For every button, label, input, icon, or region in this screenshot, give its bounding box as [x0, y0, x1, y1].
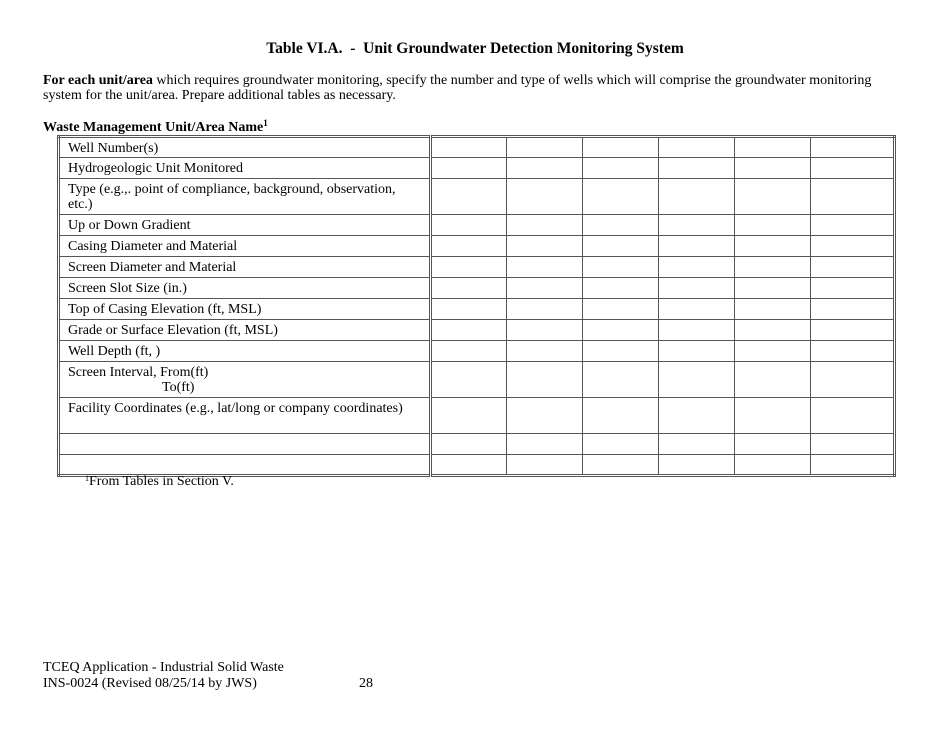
well-entry-cell[interactable]	[735, 398, 811, 434]
well-entry-cell[interactable]	[811, 299, 895, 320]
well-entry-cell[interactable]	[659, 434, 735, 455]
row-label-text-line2: To(ft)	[162, 380, 195, 395]
well-entry-cell[interactable]	[583, 434, 659, 455]
well-entry-cell[interactable]	[583, 215, 659, 236]
well-monitoring-table	[57, 135, 896, 477]
row-label-text: Screen Diameter and Material	[68, 260, 237, 275]
row-label	[59, 215, 431, 236]
well-entry-cell[interactable]	[659, 455, 735, 476]
well-entry-cell[interactable]	[583, 299, 659, 320]
well-entry-cell[interactable]	[507, 362, 583, 398]
footnote	[85, 474, 234, 490]
row-label	[59, 434, 431, 455]
table-row	[59, 362, 895, 398]
well-entry-cell[interactable]	[583, 257, 659, 278]
well-entry-cell[interactable]	[735, 179, 811, 215]
well-entry-cell[interactable]	[659, 320, 735, 341]
well-entry-cell[interactable]	[507, 278, 583, 299]
table-row	[59, 434, 895, 455]
well-entry-cell[interactable]	[735, 158, 811, 179]
well-entry-cell[interactable]	[659, 236, 735, 257]
row-label	[59, 362, 431, 398]
table-row	[59, 278, 895, 299]
well-entry-cell[interactable]	[507, 320, 583, 341]
well-entry-cell[interactable]	[735, 257, 811, 278]
well-entry-cell[interactable]	[735, 278, 811, 299]
row-label-text: Well Number(s)	[68, 141, 159, 156]
well-entry-cell[interactable]	[735, 299, 811, 320]
well-entry-cell[interactable]	[659, 179, 735, 215]
row-label	[59, 278, 431, 299]
well-entry-cell[interactable]	[659, 278, 735, 299]
well-entry-cell[interactable]	[431, 137, 507, 158]
well-entry-cell[interactable]	[735, 320, 811, 341]
table-row	[59, 215, 895, 236]
well-entry-cell[interactable]	[507, 215, 583, 236]
well-entry-cell[interactable]	[507, 341, 583, 362]
well-entry-cell[interactable]	[583, 137, 659, 158]
row-label	[59, 341, 431, 362]
well-entry-cell[interactable]	[431, 320, 507, 341]
table-row	[59, 455, 895, 476]
well-entry-cell[interactable]	[811, 179, 895, 215]
footnote-mark: 1	[85, 474, 89, 483]
row-label	[59, 236, 431, 257]
well-entry-cell[interactable]	[659, 158, 735, 179]
row-label-text: Well Depth (ft, )	[68, 344, 161, 359]
well-entry-cell[interactable]	[507, 455, 583, 476]
well-entry-cell[interactable]	[583, 158, 659, 179]
well-entry-cell[interactable]	[811, 455, 895, 476]
well-entry-cell[interactable]	[583, 320, 659, 341]
well-entry-cell[interactable]	[811, 257, 895, 278]
row-label	[59, 455, 431, 476]
well-entry-cell[interactable]	[583, 236, 659, 257]
well-entry-cell[interactable]	[507, 179, 583, 215]
well-entry-cell[interactable]	[811, 362, 895, 398]
instructions-paragraph	[43, 73, 903, 103]
row-label	[59, 158, 431, 179]
row-label	[59, 137, 431, 158]
row-label	[59, 179, 431, 215]
row-label	[59, 257, 431, 278]
well-entry-cell[interactable]	[735, 341, 811, 362]
row-label-text: Screen Slot Size (in.)	[68, 281, 187, 296]
well-entry-cell[interactable]	[431, 434, 507, 455]
well-entry-cell[interactable]	[659, 341, 735, 362]
page-footer	[43, 660, 284, 692]
footer-line-1: TCEQ Application - Industrial Solid Waste	[43, 660, 284, 675]
well-entry-cell[interactable]	[735, 362, 811, 398]
well-entry-cell[interactable]	[583, 362, 659, 398]
well-entry-cell[interactable]	[659, 299, 735, 320]
well-entry-cell[interactable]	[507, 137, 583, 158]
table-row	[59, 158, 895, 179]
row-label-text: Top of Casing Elevation (ft, MSL)	[68, 302, 262, 317]
footnote-text: From Tables in Section V.	[89, 474, 234, 489]
row-label-text: Hydrogeologic Unit Monitored	[68, 161, 243, 176]
table-row	[59, 341, 895, 362]
well-entry-cell[interactable]	[659, 215, 735, 236]
well-entry-cell[interactable]	[431, 257, 507, 278]
table-row	[59, 299, 895, 320]
table-row	[59, 320, 895, 341]
well-entry-cell[interactable]	[431, 215, 507, 236]
instructions-text: which requires groundwater monitoring, specify the number and type of wells which will comprise the groundwater monitoring system for the unit/area. Prepare additional tables as necessary.	[43, 73, 872, 103]
well-entry-cell[interactable]	[811, 158, 895, 179]
well-entry-cell[interactable]	[583, 278, 659, 299]
well-entry-cell[interactable]	[811, 278, 895, 299]
well-entry-cell[interactable]	[811, 398, 895, 434]
well-entry-cell[interactable]	[507, 299, 583, 320]
well-entry-cell[interactable]	[735, 236, 811, 257]
unit-name-label-text: Waste Management Unit/Area Name	[43, 120, 264, 135]
row-label	[59, 299, 431, 320]
well-entry-cell[interactable]	[811, 434, 895, 455]
well-entry-cell[interactable]	[811, 341, 895, 362]
page-title: Table VI.A. - Unit Groundwater Detection Monitoring System	[266, 40, 684, 57]
well-entry-cell[interactable]	[507, 398, 583, 434]
well-entry-cell[interactable]	[583, 179, 659, 215]
well-entry-cell[interactable]	[659, 257, 735, 278]
table-row	[59, 236, 895, 257]
well-entry-cell[interactable]	[735, 215, 811, 236]
row-label-text: Up or Down Gradient	[68, 218, 191, 233]
well-entry-cell[interactable]	[507, 158, 583, 179]
row-label-text: Type (e.g.,. point of compliance, background, observation, etc.)	[68, 182, 396, 212]
well-entry-cell[interactable]	[735, 434, 811, 455]
instructions-bold-lead: For each unit/area	[43, 73, 153, 88]
well-entry-cell[interactable]	[431, 299, 507, 320]
row-label	[59, 398, 431, 434]
well-entry-cell[interactable]	[431, 341, 507, 362]
well-entry-cell[interactable]	[811, 236, 895, 257]
well-entry-cell[interactable]	[811, 137, 895, 158]
row-label-text: Screen Interval, From(ft)	[68, 365, 209, 380]
well-entry-cell[interactable]	[811, 215, 895, 236]
well-entry-cell[interactable]	[431, 455, 507, 476]
table-row	[59, 179, 895, 215]
unit-name-label	[43, 118, 268, 136]
well-entry-cell[interactable]	[431, 362, 507, 398]
table-row	[59, 398, 895, 434]
table-row	[59, 137, 895, 158]
page-number: 28	[359, 676, 373, 691]
well-entry-cell[interactable]	[583, 398, 659, 434]
well-entry-cell[interactable]	[659, 398, 735, 434]
well-entry-cell[interactable]	[431, 278, 507, 299]
well-entry-cell[interactable]	[583, 455, 659, 476]
well-entry-cell[interactable]	[431, 179, 507, 215]
well-entry-cell[interactable]	[507, 434, 583, 455]
row-label	[59, 320, 431, 341]
row-label-text: Facility Coordinates (e.g., lat/long or company coordinates)	[68, 401, 403, 416]
well-entry-cell[interactable]	[583, 341, 659, 362]
well-entry-cell[interactable]	[659, 362, 735, 398]
well-entry-cell[interactable]	[431, 398, 507, 434]
well-entry-cell[interactable]	[735, 137, 811, 158]
well-entry-cell[interactable]	[431, 158, 507, 179]
well-entry-cell[interactable]	[811, 320, 895, 341]
well-entry-cell[interactable]	[507, 236, 583, 257]
unit-name-footnote-mark: 1	[263, 118, 268, 128]
well-entry-cell[interactable]	[659, 137, 735, 158]
well-entry-cell[interactable]	[735, 455, 811, 476]
footer-line-2: INS-0024 (Revised 08/25/14 by JWS)	[43, 676, 257, 691]
row-label-text: Casing Diameter and Material	[68, 239, 238, 254]
row-label-text: Grade or Surface Elevation (ft, MSL)	[68, 323, 278, 338]
table-row	[59, 257, 895, 278]
well-entry-cell[interactable]	[507, 257, 583, 278]
well-entry-cell[interactable]	[431, 236, 507, 257]
